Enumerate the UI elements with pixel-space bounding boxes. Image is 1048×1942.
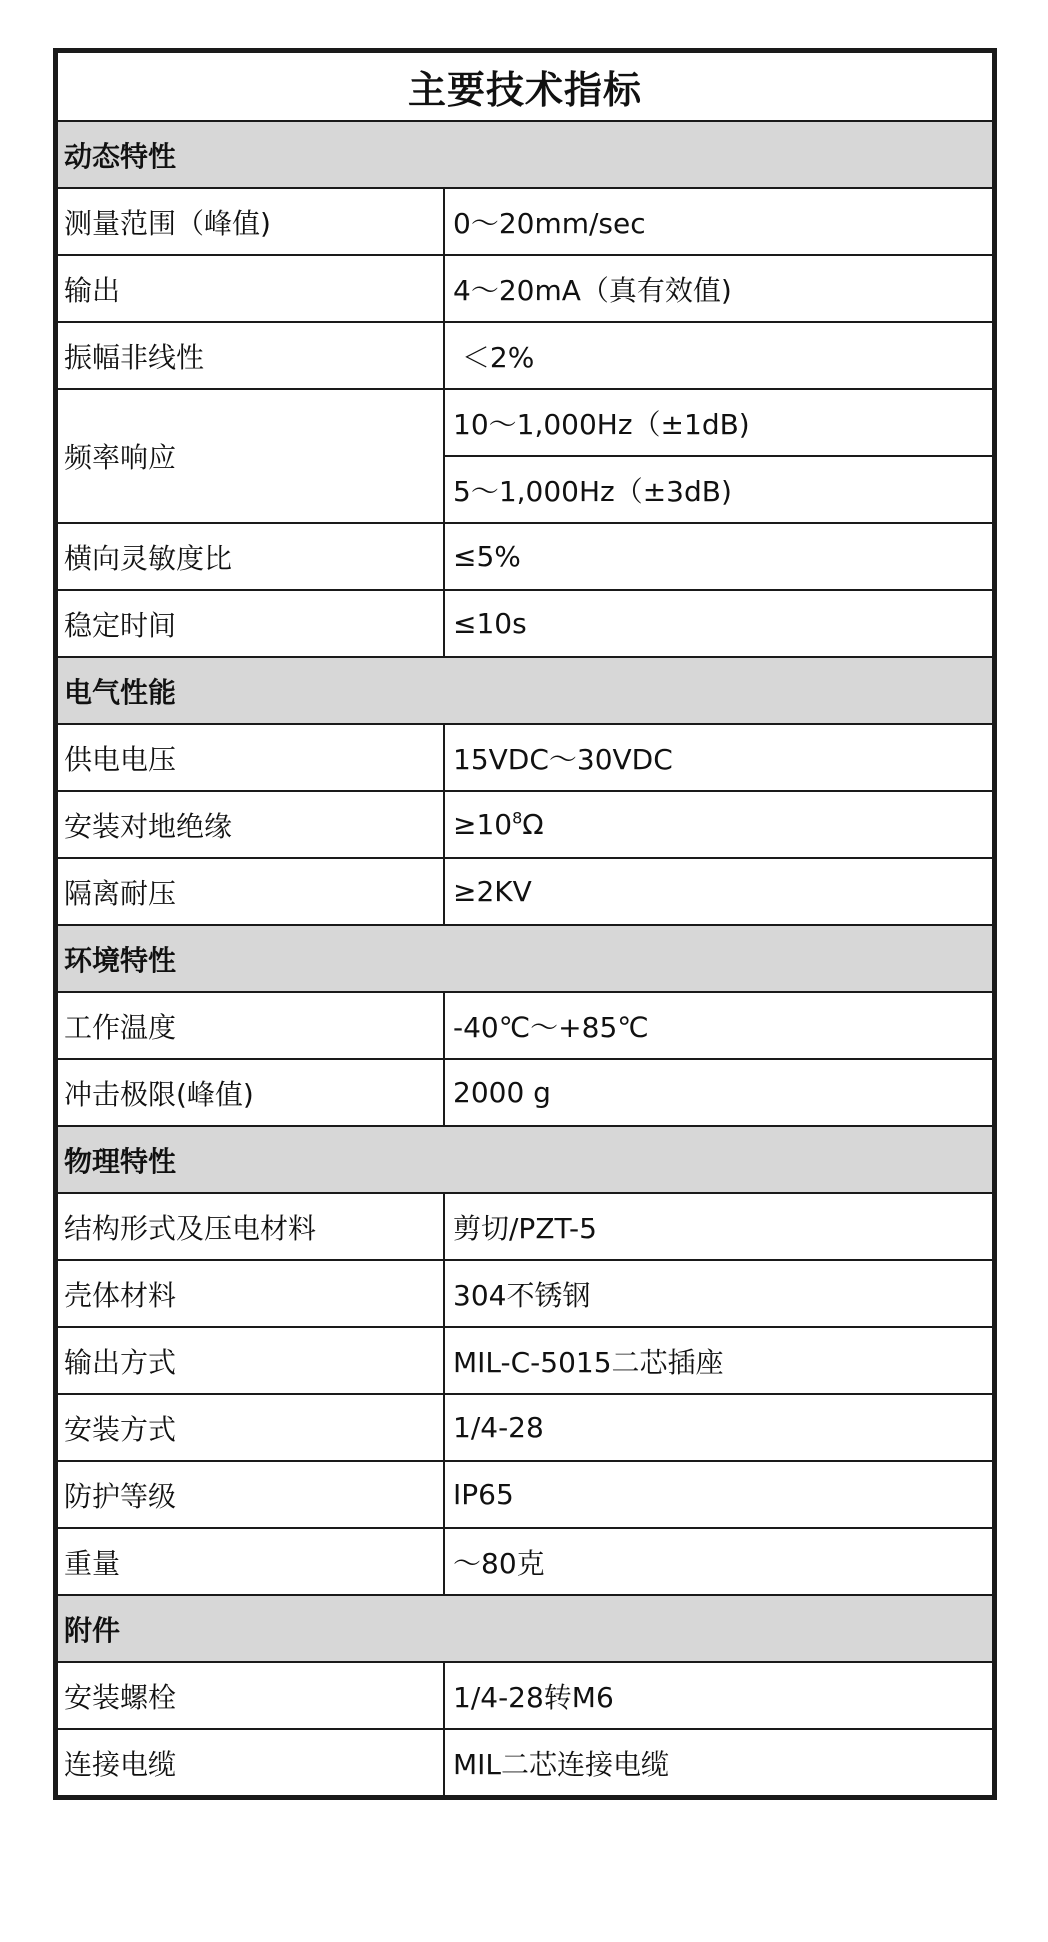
param-value: -40℃～+85℃ bbox=[444, 992, 993, 1059]
section-title: 物理特性 bbox=[57, 1126, 993, 1193]
param-label: 横向灵敏度比 bbox=[57, 523, 444, 590]
param-value: IP65 bbox=[444, 1461, 993, 1528]
param-label: 稳定时间 bbox=[57, 590, 444, 657]
param-label: 连接电缆 bbox=[57, 1729, 444, 1796]
param-label: 供电电压 bbox=[57, 724, 444, 791]
section-title: 附件 bbox=[57, 1595, 993, 1662]
param-value: MIL-C-5015二芯插座 bbox=[444, 1327, 993, 1394]
param-value: 4～20mA（真有效值) bbox=[444, 255, 993, 322]
param-value: 304不锈钢 bbox=[444, 1260, 993, 1327]
table-row bbox=[57, 1193, 993, 1260]
param-value: 1/4-28 bbox=[444, 1394, 993, 1461]
table-row bbox=[57, 188, 993, 255]
param-label: 工作温度 bbox=[57, 992, 444, 1059]
spec-table bbox=[56, 51, 994, 1797]
table-row bbox=[57, 322, 993, 389]
param-value: ＜2% bbox=[444, 322, 993, 389]
param-value: MIL二芯连接电缆 bbox=[444, 1729, 993, 1796]
param-value: 5～1,000Hz（±3dB) bbox=[444, 456, 993, 523]
table-row bbox=[57, 1528, 993, 1595]
title-row bbox=[57, 52, 993, 121]
table-row bbox=[57, 389, 993, 456]
insulation-exponent: 8 bbox=[512, 808, 523, 828]
param-label: 壳体材料 bbox=[57, 1260, 444, 1327]
param-label: 输出方式 bbox=[57, 1327, 444, 1394]
param-label: 安装对地绝缘 bbox=[57, 791, 444, 858]
param-value: 10～1,000Hz（±1dB) bbox=[444, 389, 993, 456]
param-label: 振幅非线性 bbox=[57, 322, 444, 389]
table-row bbox=[57, 1461, 993, 1528]
param-label: 安装螺栓 bbox=[57, 1662, 444, 1729]
table-row bbox=[57, 724, 993, 791]
section-row-physical bbox=[57, 1126, 993, 1193]
table-row bbox=[57, 1394, 993, 1461]
param-value bbox=[444, 791, 993, 858]
param-label: 隔离耐压 bbox=[57, 858, 444, 925]
table-row bbox=[57, 255, 993, 322]
table-row bbox=[57, 791, 993, 858]
section-row-electrical bbox=[57, 657, 993, 724]
param-label: 安装方式 bbox=[57, 1394, 444, 1461]
param-label: 防护等级 bbox=[57, 1461, 444, 1528]
param-value: 2000 g bbox=[444, 1059, 993, 1126]
section-title: 动态特性 bbox=[57, 121, 993, 188]
table-row bbox=[57, 1327, 993, 1394]
table-row bbox=[57, 1260, 993, 1327]
param-value: 15VDC～30VDC bbox=[444, 724, 993, 791]
param-label: 冲击极限(峰值) bbox=[57, 1059, 444, 1126]
table-row bbox=[57, 858, 993, 925]
table-title: 主要技术指标 bbox=[57, 52, 993, 121]
section-row-environment bbox=[57, 925, 993, 992]
table-row bbox=[57, 1059, 993, 1126]
param-label: 测量范围（峰值) bbox=[57, 188, 444, 255]
param-value: ≤10s bbox=[444, 590, 993, 657]
param-value: ～80克 bbox=[444, 1528, 993, 1595]
param-value: 0～20mm/sec bbox=[444, 188, 993, 255]
param-label: 重量 bbox=[57, 1528, 444, 1595]
spec-sheet bbox=[53, 48, 997, 1800]
section-row-accessories bbox=[57, 1595, 993, 1662]
param-label: 输出 bbox=[57, 255, 444, 322]
section-row-dynamic bbox=[57, 121, 993, 188]
insulation-base: ≥10 bbox=[453, 808, 513, 841]
section-title: 环境特性 bbox=[57, 925, 993, 992]
param-value: 1/4-28转M6 bbox=[444, 1662, 993, 1729]
table-row bbox=[57, 1729, 993, 1796]
param-label: 结构形式及压电材料 bbox=[57, 1193, 444, 1260]
table-row bbox=[57, 992, 993, 1059]
section-title: 电气性能 bbox=[57, 657, 993, 724]
param-value: 剪切/PZT-5 bbox=[444, 1193, 993, 1260]
param-label: 频率响应 bbox=[57, 389, 444, 523]
insulation-unit: Ω bbox=[522, 808, 544, 841]
param-value: ≤5% bbox=[444, 523, 993, 590]
table-row bbox=[57, 590, 993, 657]
table-row bbox=[57, 523, 993, 590]
param-value: ≥2KV bbox=[444, 858, 993, 925]
table-row bbox=[57, 1662, 993, 1729]
